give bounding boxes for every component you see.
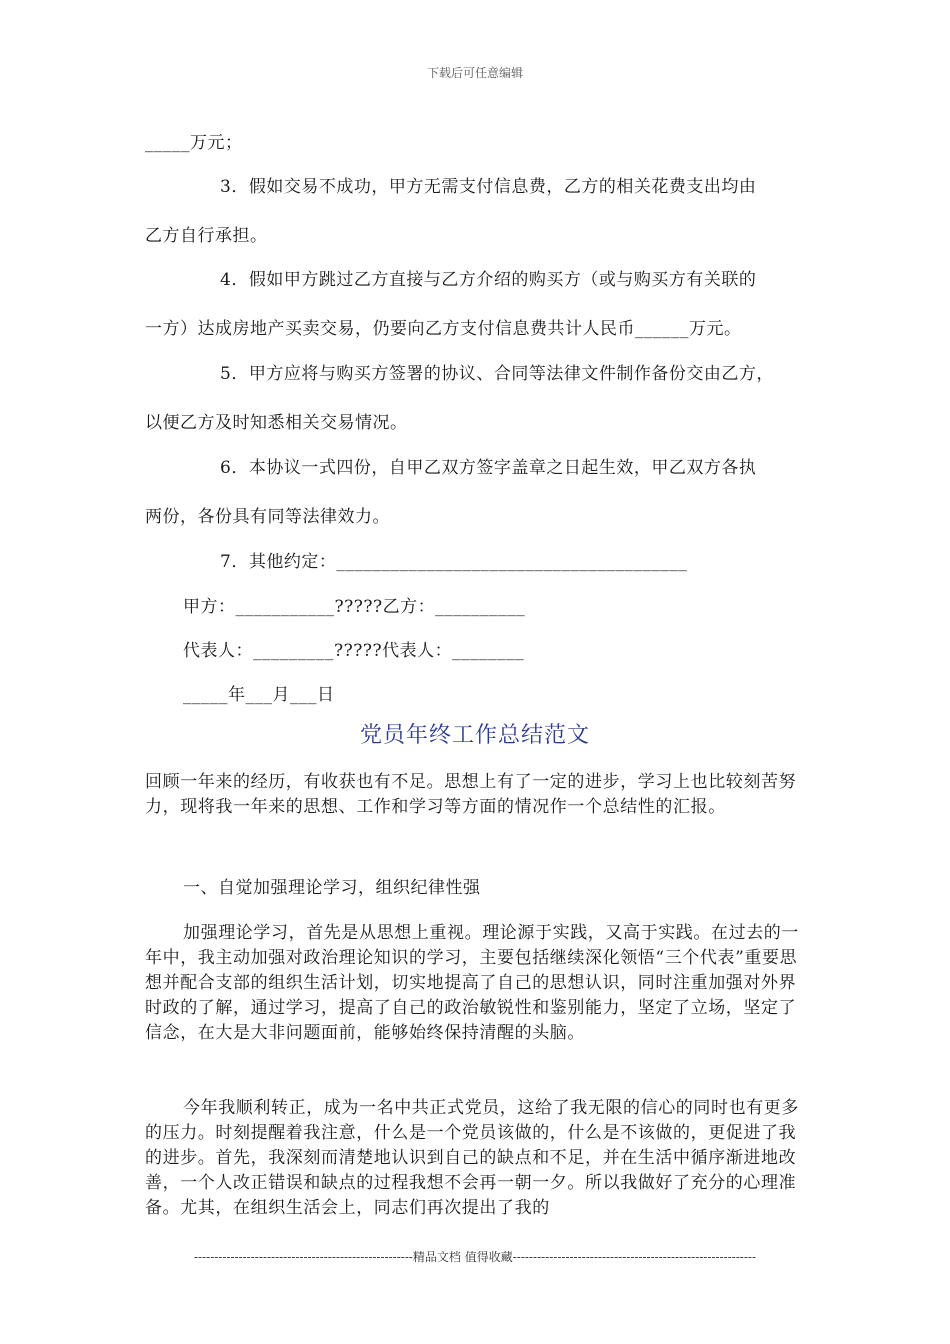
contract-clause-5: 5．甲方应将与购买方签署的协议、合同等法律文件制作备份交由乙方， <box>220 364 774 384</box>
contract-line: 以便乙方及时知悉相关交易情况。 <box>145 413 408 433</box>
contract-clause-3: 3．假如交易不成功，甲方无需支付信息费，乙方的相关花费支出均由 <box>220 177 757 197</box>
page-footer: ------------------------------------------------------精品文档 值得收藏------------------------------------------------------------ <box>193 1250 757 1264</box>
contract-clause-7: 7．其他约定：_______________________________________ <box>220 552 688 572</box>
contract-line: _____万元； <box>145 133 243 153</box>
contract-line: 乙方自行承担。 <box>145 226 268 246</box>
contract-clause-4: 4．假如甲方跳过乙方直接与乙方介绍的购买方（或与购买方有关联的 <box>220 270 757 290</box>
contract-clause-6: 6．本协议一式四份，自甲乙双方签字盖章之日起生效，甲乙双方各执 <box>220 458 757 478</box>
body-paragraph: 加强理论学习，首先是从思想上重视。理论源于实践，又高于实践。在过去的一年中，我主动加强对政治理论知识的学习，主要包括继续深化领悟“三个代表”重要思想并配合支部的组织生活计划，切实地提高了自己的思想认识，同时注重加强对外界时政的了解，通过学习，提高了自己的政治敏锐性和鉴别能力，坚定了立场，坚定了信念，在大是大非问题面前，能够始终保持清醒的头脑。 <box>145 923 799 1043</box>
body-paragraph: 今年我顺利转正，成为一名中共正式党员，这给了我无限的信心的同时也有更多的压力。时刻提醒着我注意，什么是一个党员该做的，什么是不该做的，更促进了我的进步。首先，我深刻而清楚地认识到自己的缺点和不足，并在生活中循序渐进地改善，一个人改正错误和缺点的过程我想不会再一朝一夕。所以我做好了充分的心理准备。尤其，在组织生活会上，同志们再次提出了我的 <box>145 1098 799 1218</box>
contract-line: 一方）达成房地产买卖交易，仍要向乙方支付信息费共计人民币______万元。 <box>145 319 742 339</box>
signature-date-line: _____年___月___日 <box>183 685 335 705</box>
contract-line: 两份，各份具有同等法律效力。 <box>145 507 390 527</box>
intro-paragraph: 回顾一年来的经历，有收获也有不足。思想上有了一定的进步，学习上也比较刻苦努力，现将我一年来的思想、工作和学习等方面的情况作一个总结性的汇报。 <box>145 772 797 817</box>
page-header: 下载后可任意编辑 <box>426 66 523 80</box>
section-heading: 一、自觉加强理论学习，组织纪律性强 <box>183 878 481 898</box>
signature-party-line: 甲方：___________?????乙方：__________ <box>183 597 526 617</box>
signature-representative-line: 代表人：_________?????代表人：________ <box>183 641 525 661</box>
document-title: 党员年终工作总结范文 <box>359 723 590 748</box>
